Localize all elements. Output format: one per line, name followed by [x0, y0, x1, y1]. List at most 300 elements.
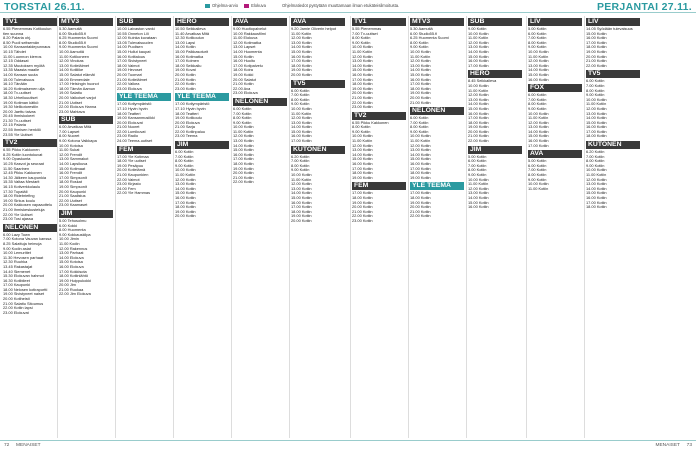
program-item: 17.00 Simpsonit — [59, 175, 87, 180]
channel-header: AVA — [233, 18, 287, 26]
program-item: 19.00 Kotiin — [291, 68, 312, 73]
program-item: 18.00 Kotiin — [410, 196, 431, 200]
program-item: 13.00 Kotiin — [468, 45, 489, 50]
program-item: 10.00 Kotiin — [528, 49, 549, 54]
program-item: 23.00 Teema — [175, 134, 198, 139]
program-item: 9.00 Kotiin — [291, 102, 310, 107]
program-item: 17.00 Kotiin — [468, 116, 489, 121]
program-item: 20.00 Jaettu taivas — [3, 109, 36, 114]
program-item: 21.00 Kotiin — [410, 100, 431, 105]
program-item: 16.00 Kotiin — [528, 139, 549, 144]
program-item: 14.00 Kotiin — [528, 129, 549, 134]
program-item: 10.00 Kotiin — [468, 177, 489, 182]
program-item: 17.00 Helsingin huonot — [59, 82, 99, 87]
program-item: 7.00 Kotiin — [233, 111, 252, 116]
program-item: 17.00 Kotiin — [352, 166, 373, 171]
channel-header: YLE TEEMA — [410, 182, 464, 190]
program-item: 23.00 Kotiin — [352, 105, 373, 110]
program-item: 5.55 Pienemmas — [352, 27, 382, 31]
program-item: 17.00 Kotiympäristö — [175, 102, 210, 107]
program-item: 16.00 Huolto — [233, 59, 256, 64]
program-item: 10.00 Kotiin — [410, 134, 431, 139]
program-item: 19.00 Kovat — [175, 68, 196, 73]
program-item: 14.00 Kotiin — [352, 152, 373, 157]
program-item: 16.00 Kotiin — [468, 205, 489, 210]
program-item: 17.00 Kotiin — [410, 82, 431, 87]
program-item: 13.00 Kotiin — [175, 182, 196, 187]
program-item: 20.00 Kotiin — [175, 214, 196, 219]
program-item: 13.00 Sammakot — [59, 157, 89, 162]
channel-header: TV5 — [586, 70, 640, 78]
channel-column — [291, 16, 345, 224]
program-item: 13.00 Kotiin — [291, 186, 312, 191]
program-item: 18.00 Kotiin — [291, 63, 312, 68]
program-item: 22.00 Kotiinpaluu — [175, 129, 206, 134]
program-item: 14.00 Kotiin — [352, 63, 373, 68]
program-item: 5.00 Kotiin — [468, 154, 487, 159]
program-item: 15.00 Kotiin — [586, 31, 607, 36]
program-item: 13.00 Kotiin — [586, 182, 607, 187]
channel-header: KUTONEN — [291, 146, 345, 154]
channel-header: JIM — [175, 141, 229, 149]
program-item: 11.00 Sukat — [59, 148, 80, 153]
channel-column — [233, 16, 287, 185]
program-item: 8.00 Kotiin — [528, 40, 547, 45]
program-item: 12.00 Kotiin — [410, 59, 431, 64]
program-item: 10.00 Kotiin — [175, 168, 196, 173]
program-item: 20.00 Tuomari — [117, 72, 142, 77]
program-item: 17.00 Kotiin — [468, 63, 489, 68]
program-item: 17.00 Kotiin — [586, 40, 607, 45]
program-item: 9.00 Kotiin — [468, 173, 487, 178]
program-item: 9.00 Kodin asiat — [3, 246, 31, 251]
program-item: 5.00 Kotiin — [528, 159, 547, 164]
program-item: 9.00 Kotiin — [352, 129, 371, 134]
program-item: 6.25 Huomenta Suomi — [410, 36, 449, 41]
program-item: 11.00 Elokuva — [233, 36, 258, 41]
program-item: 6.00 Kotiin — [175, 150, 194, 155]
program-item: 7.00 Kotiin — [175, 154, 194, 159]
program-item: 6.00 Kotiin — [410, 116, 429, 121]
program-item: 13.00 Parhaat — [59, 251, 84, 256]
program-item: 12.00 Kotiin — [233, 134, 254, 139]
program-item: 7.00 Kotiin — [291, 93, 310, 98]
program-item: 8.00 Kotiin — [175, 159, 194, 164]
program-item: 22.00 Ava — [233, 86, 251, 91]
channel-header: MTV3 — [59, 18, 113, 26]
program-item: 7.00 Kotiin — [586, 154, 605, 159]
program-item: 10.00 Kotoisa — [59, 143, 83, 148]
program-item: 16.00 Kotimatka — [175, 54, 204, 59]
program-item: 20.00 Kotiin — [410, 95, 431, 100]
program-item: 19.00 Kokki — [233, 72, 254, 77]
program-item: 14.00 Kotiin — [175, 186, 196, 191]
program-item: 15.00 Kotiin — [528, 134, 549, 139]
channel-header: FEM — [117, 146, 171, 154]
program-item: 10.00 Kotiin — [291, 173, 312, 178]
program-item: 21.00 Ihmiskeskusteluja — [3, 207, 45, 212]
program-item: 8.00 Kotiin — [352, 125, 371, 130]
program-item: 8.00 Huomenta — [59, 228, 86, 233]
program-item: 12.00 Kotiin — [175, 177, 196, 182]
legend-rating: Ohjelma-arvio — [212, 3, 239, 8]
program-item: 10.00 Kotiin — [352, 134, 373, 139]
channel-header: SUB — [468, 18, 522, 26]
channel-header: KUTONEN — [586, 141, 640, 149]
program-item: 10.00 Jimin — [59, 237, 79, 242]
program-item: 6.20 Kotiin — [586, 150, 605, 155]
program-item: 10.00 Kotiin — [291, 106, 312, 111]
program-item: 12.00 Kotiin — [468, 93, 489, 98]
program-item: 18.00 Kotiin — [291, 209, 312, 214]
program-item: 22.00 Kotiin — [586, 63, 607, 68]
program-item: 19.00 Huippukokki — [59, 278, 92, 283]
program-item: 10.00 Kotiin — [233, 125, 254, 130]
program-item: 15.00 Kotiin — [291, 129, 312, 134]
program-item: 23.00 Kaamaset — [59, 203, 88, 208]
program-item: tien suunna — [3, 31, 24, 36]
program-item: 11.00 Kotiin — [468, 88, 489, 93]
program-item: 17.00 Kotiin — [586, 129, 607, 134]
program-item: 8.50 Puoli seitsemän — [3, 40, 40, 45]
program-item: 20.00 Kotiin — [233, 171, 254, 176]
left-page-number: 72 — [4, 443, 10, 448]
program-item: 20.00 Elokuva — [175, 120, 200, 125]
program-item: 21.00 Kotiin — [233, 82, 254, 87]
program-item: 12.00 Kotiin — [468, 40, 489, 45]
program-item: 22.00 Kotiin — [352, 100, 373, 105]
channel-column — [175, 16, 229, 219]
program-item: 14.00 Kotiin — [586, 116, 607, 121]
program-item: 18.00 Kotiin — [175, 205, 196, 210]
program-item: 9.00 Kotiin — [233, 120, 252, 125]
channel-column — [410, 16, 464, 219]
program-item: 15.00 Kotiin — [468, 200, 489, 205]
program-item: 7.00 Tv-uutiset — [352, 31, 378, 36]
page-footer — [0, 440, 696, 450]
channel-header: HERO — [175, 18, 229, 26]
column-divider — [57, 16, 58, 438]
program-item: 12.30 Ruuhka — [3, 260, 28, 265]
program-item: 15.00 Kotiin — [352, 68, 373, 73]
program-item: 8.00 Kotiin — [528, 102, 547, 107]
column-divider — [289, 16, 290, 438]
program-item: 14.00 Lapsikuva — [59, 162, 88, 167]
program-item: 15.00 Kotimaat — [59, 166, 86, 171]
program-item: 19.00 Sivistyneet naiset — [3, 292, 45, 297]
program-item: 15.00 Kotiin — [528, 72, 549, 77]
program-item: 11.00 Kotiin — [528, 116, 549, 121]
program-item: 21.00 Kotiin — [352, 95, 373, 100]
program-item: 8.00 Studio55.fi — [59, 40, 87, 45]
program-item: 8.00 Nuoret — [59, 134, 80, 139]
program-item: 19.00 Sirkus koulu — [3, 198, 36, 203]
program-item: 10.50 Seikkaileva — [175, 27, 206, 31]
program-item: 21.00 Uutiset — [59, 100, 82, 105]
program-item: 13.00 Kotiin — [291, 120, 312, 125]
program-item: 11.00 Kotiin — [528, 186, 549, 191]
program-item: 14.00 Kotiin — [410, 68, 431, 73]
program-item: 16.00 Kotiin — [352, 72, 373, 77]
program-item: 13.00 Kotiin — [528, 63, 549, 68]
program-item: 17.30 Tupatäli — [3, 189, 28, 194]
program-item: 18.00 Kotiinlähtö — [59, 274, 88, 279]
program-item: 11.00 Kotiin — [410, 139, 431, 144]
program-item: 8.00 Kotiin — [586, 88, 605, 93]
program-item: 17.00 Yle Kotimaa — [117, 154, 149, 159]
program-item: 23.00 Kotiin — [175, 86, 196, 91]
program-item: 15.00 Kotiin — [233, 54, 254, 59]
program-item: 16.00 Frendit — [59, 171, 82, 176]
program-item: 14.00 Kotiin — [291, 125, 312, 130]
program-item: 15.00 Kotiin — [586, 120, 607, 125]
legend-movie: Elokuva — [251, 3, 266, 8]
program-item: 13.05 Tulevaisuuden — [117, 40, 153, 45]
program-item: 19.00 Hevoset — [117, 68, 143, 73]
program-item: 11.00 Luonnon kierros — [3, 54, 42, 59]
program-item: 11.00 Kotiin — [291, 31, 312, 36]
channel-header: TV1 — [352, 18, 406, 26]
program-item: 20.00 Salatut — [233, 77, 256, 82]
program-item: 21.00 Ruokaa — [59, 287, 84, 292]
channel-header: JIM — [59, 210, 113, 218]
program-item: 22.00 Yle Uutiset — [3, 212, 33, 217]
program-item: 17.00 Kotiin — [528, 143, 549, 148]
program-item: 16.00 Kotiin — [291, 54, 312, 59]
program-item: 20.00 Kotiin — [468, 129, 489, 134]
column-divider — [350, 16, 351, 438]
program-item: 19.00 Kotiin — [352, 86, 373, 91]
program-item: 15.00 Tulevaisuus — [3, 77, 35, 82]
program-item: 18.00 Kotiin — [233, 162, 254, 167]
program-item: 11.00 Kotikoneen — [59, 54, 89, 59]
program-item: 12.00 Frendit — [59, 152, 82, 157]
channel-header: YLE TEEMA — [175, 93, 229, 101]
channel-header: AVA — [528, 150, 582, 158]
program-item: 11.00 Kotiin — [352, 49, 373, 54]
program-item: 10.25 Kasvot ja seuraat — [3, 162, 44, 167]
program-item: 14.00 Kotiin — [468, 196, 489, 200]
program-item: 18.00 Kotiin — [352, 171, 373, 176]
program-item: 6.25 Huomenta Suomi — [59, 36, 98, 41]
program-item: 8.00 Kotiin — [352, 36, 371, 41]
program-item: 18.00 Yle uutiset — [117, 159, 146, 164]
program-item: 12.00 Kotiin — [291, 182, 312, 187]
program-item: 21.00 Kotiin — [175, 77, 196, 82]
program-item: 17.00 Kolmen — [175, 59, 200, 64]
program-item: 23.00 Elokuvat — [3, 310, 29, 315]
channel-column — [117, 16, 171, 196]
program-item: 8.00 Kotiin — [528, 173, 547, 178]
program-item: 11.00 Kotiin — [528, 54, 549, 59]
program-item: 14.00 Kotiin — [586, 186, 607, 191]
program-item: 6.00 Kotiin — [528, 93, 547, 98]
program-item: 17.00 Kokkisota — [59, 269, 87, 274]
program-item: 14.00 Kotiin — [233, 143, 254, 148]
program-item: 11.00 Kotiin — [586, 102, 607, 107]
program-item: 18.00 Kotiin — [410, 86, 431, 91]
program-item: 20.00 Kotiin — [352, 91, 373, 96]
program-item: 18.00 Ridebriefing — [3, 194, 35, 199]
program-item: 16.00 Kotiin — [586, 196, 607, 200]
program-item: 19.00 Kotikoulu — [175, 116, 202, 121]
program-item: 10.00 Kansantaidepunnaus — [3, 45, 51, 50]
program-item: 7.00 Kotiin — [528, 36, 547, 41]
program-item: 15.35 Valtaa Mestarit — [3, 180, 40, 185]
program-item: 21.00 Kotiin — [233, 175, 254, 180]
program-item: 15.00 Palkkasoturit — [175, 49, 209, 54]
program-item: 19.00 Kotiin — [410, 175, 431, 180]
program-item: 18.00 Kotiin — [586, 205, 607, 210]
program-item: 21.00 Kotiin — [410, 209, 431, 214]
program-item: 13.00 Kotiin — [468, 191, 489, 196]
program-item: 6.00 Kotiin — [586, 79, 605, 84]
right-footer-label: MENAISET — [655, 443, 680, 448]
program-item: 17.10 Hyvin hyvin — [175, 106, 206, 111]
program-item: 8.25 Salattuja heimoja — [3, 241, 42, 246]
left-day-title: TORSTAI 26.11. — [4, 1, 85, 13]
channel-header: AVA — [291, 18, 345, 26]
program-item: 16.00 Kotiin — [528, 77, 549, 82]
program-item: 14.30 Jälkeen kaupunkia — [3, 175, 47, 180]
program-item: 8.00 Kotiin — [291, 97, 310, 102]
program-item: 17.00 Kotiin — [410, 191, 431, 196]
program-item: 12.00 Kotiin — [352, 54, 373, 59]
column-divider — [231, 16, 232, 438]
program-item: 18.00 Vaimot — [117, 63, 140, 68]
program-item: 9.00 Kotiin — [352, 40, 371, 45]
program-item: 13.00 Lapset — [233, 45, 256, 50]
program-item: 14.00 Huomenta — [233, 49, 262, 54]
program-item: 19.00 Kotiin — [352, 175, 373, 180]
program-item: 11.00 Kotiin — [586, 173, 607, 178]
program-item: 19.00 Salattu — [59, 91, 82, 96]
program-item: 15.00 Kotiin — [468, 106, 489, 111]
program-item: 7.00 Kotiin — [410, 120, 429, 125]
program-item: 10.15 Tähdet — [3, 49, 26, 54]
program-item: 9.00 Kotiin — [291, 168, 310, 173]
program-item: 16.00 Kotiin — [410, 77, 431, 82]
channel-header: NELONEN — [3, 224, 57, 232]
program-item: 11.30 Hevosen parhaat — [3, 255, 44, 260]
program-item: 10.00 Kotiin — [468, 83, 489, 88]
program-item: 14.00 Kansan suuta — [3, 72, 38, 77]
program-item: 17.10 Hyvin hyvin — [117, 106, 148, 111]
program-item: 12.00 Kotiin — [528, 120, 549, 125]
program-item: 23.00 Kotiin — [352, 218, 373, 223]
program-item: 19.30 Nelikotorestiin — [3, 105, 39, 110]
program-item: 7.00 Kotiin — [291, 159, 310, 164]
program-item: 18.00 Kotiin — [352, 82, 373, 87]
program-item: 18.00 Seikkailu — [175, 63, 202, 68]
program-item: 6.55 Pienemmas Kotikoulun — [3, 27, 52, 31]
program-item: 18.00 Kotiin — [352, 196, 373, 200]
program-item: 16.00 Kotiin — [586, 125, 607, 130]
column-divider — [115, 16, 116, 438]
program-item: 9.00 Huomenta Suomi — [59, 45, 98, 50]
program-item: 15.00 Kotoisa — [59, 260, 83, 265]
channel-column — [528, 16, 582, 191]
program-item: 6.20 Kotiin — [291, 154, 310, 159]
program-item: 21.30 Tv-uutiset — [3, 118, 31, 123]
channel-column — [468, 16, 522, 210]
program-item: 16.00 Kotiin — [410, 162, 431, 167]
page-header — [0, 0, 696, 13]
column-divider — [173, 16, 174, 438]
program-item: 9.00 Kotiin — [528, 106, 547, 111]
program-item: 21.00 Nuoret — [117, 125, 140, 130]
program-item: 19.00 Kotiin — [410, 91, 431, 96]
program-item: 18.00 Kotiin — [410, 171, 431, 176]
program-item: 17.00 Kotiin — [291, 139, 312, 144]
program-item: 19.00 Kotiman kätkö — [3, 100, 39, 105]
program-item: 9.00 Kotiin — [586, 163, 605, 168]
program-item: 19.00 Pesäpuu — [117, 163, 144, 168]
program-item: 8.00 Kotiin — [410, 125, 429, 130]
program-item: 8.00 Kotiin — [586, 159, 605, 164]
program-item: 18.30 Urheiluuutiset — [3, 95, 38, 100]
program-item: 14.00 Kotiin — [468, 49, 489, 54]
program-item: 12.30 Kotikoulun — [175, 36, 204, 41]
program-item: 17.00 Kotiin — [352, 77, 373, 82]
program-item: 22.00 Kotiin — [233, 180, 254, 185]
program-item: 15.00 Kotiin — [291, 196, 312, 200]
program-item: 24.00 Fem — [117, 186, 136, 191]
program-item: 14.05 Syödään tulevaisuus — [586, 27, 633, 31]
program-item: 10.00 Kotiin — [586, 168, 607, 173]
program-item: 17.00 Kaupunki — [3, 283, 31, 288]
program-item: 8.00 Kotiin — [410, 40, 429, 45]
program-item: 7.00 Kotiin — [528, 97, 547, 102]
program-item: 12.00 Kotiin — [291, 116, 312, 121]
program-item: 8.20 Palaria ohj. — [3, 36, 32, 41]
left-footer-label: MENAISET — [16, 443, 41, 448]
program-item: 20.00 Kotiin — [291, 218, 312, 223]
program-item: 10.00 Laivaston vanki — [117, 27, 155, 31]
program-item: 6.00 Kotiin — [291, 88, 310, 93]
program-item: 22.00 Jim Elokuva — [59, 292, 91, 297]
channel-header: HERO — [468, 70, 522, 78]
program-item: 12.00 Kotiin — [410, 143, 431, 148]
program-item: 15.00 Kotiin — [468, 54, 489, 59]
program-item: 22.00 Yle Hammas — [117, 191, 151, 196]
channel-header: FOX — [528, 84, 582, 92]
channel-header: SUB — [59, 116, 113, 124]
program-item: 17.00 Kotiin — [233, 157, 254, 162]
program-item: 20.00 Kotiin — [586, 54, 607, 59]
program-item: 10.00 Kotiin — [352, 45, 373, 50]
program-item: 8.00 Kotiin — [291, 163, 310, 168]
program-item: 9.00 Opaskunta — [3, 157, 31, 162]
program-item: 20.00 Kotiin — [410, 205, 431, 210]
program-item: 20.00 Kotiin — [175, 72, 196, 77]
program-item: 9.00 Kotiin — [410, 129, 429, 134]
program-item: 10.00 Kotiin — [586, 97, 607, 102]
program-item: 16.10 Tänään — [3, 82, 27, 87]
channel-header: LIV — [528, 18, 582, 26]
legend — [205, 3, 399, 8]
program-item: 20.45 Ihmiskokeet — [3, 114, 35, 119]
program-item: 20.00 Kotiin — [291, 72, 312, 77]
program-item: 18.00 Teatteri — [175, 111, 199, 116]
program-item: 20.00 Kotielämä — [117, 168, 146, 173]
program-item: 17.00 Kotipalvelu — [233, 63, 263, 68]
program-item: 23.55 Yle Uutiset — [3, 132, 33, 137]
program-item: 13.45 Rakastajat — [3, 264, 33, 269]
channel-header: TV5 — [291, 80, 345, 88]
program-item: 9.00 Kotiin — [528, 45, 547, 50]
column-divider — [526, 16, 527, 438]
